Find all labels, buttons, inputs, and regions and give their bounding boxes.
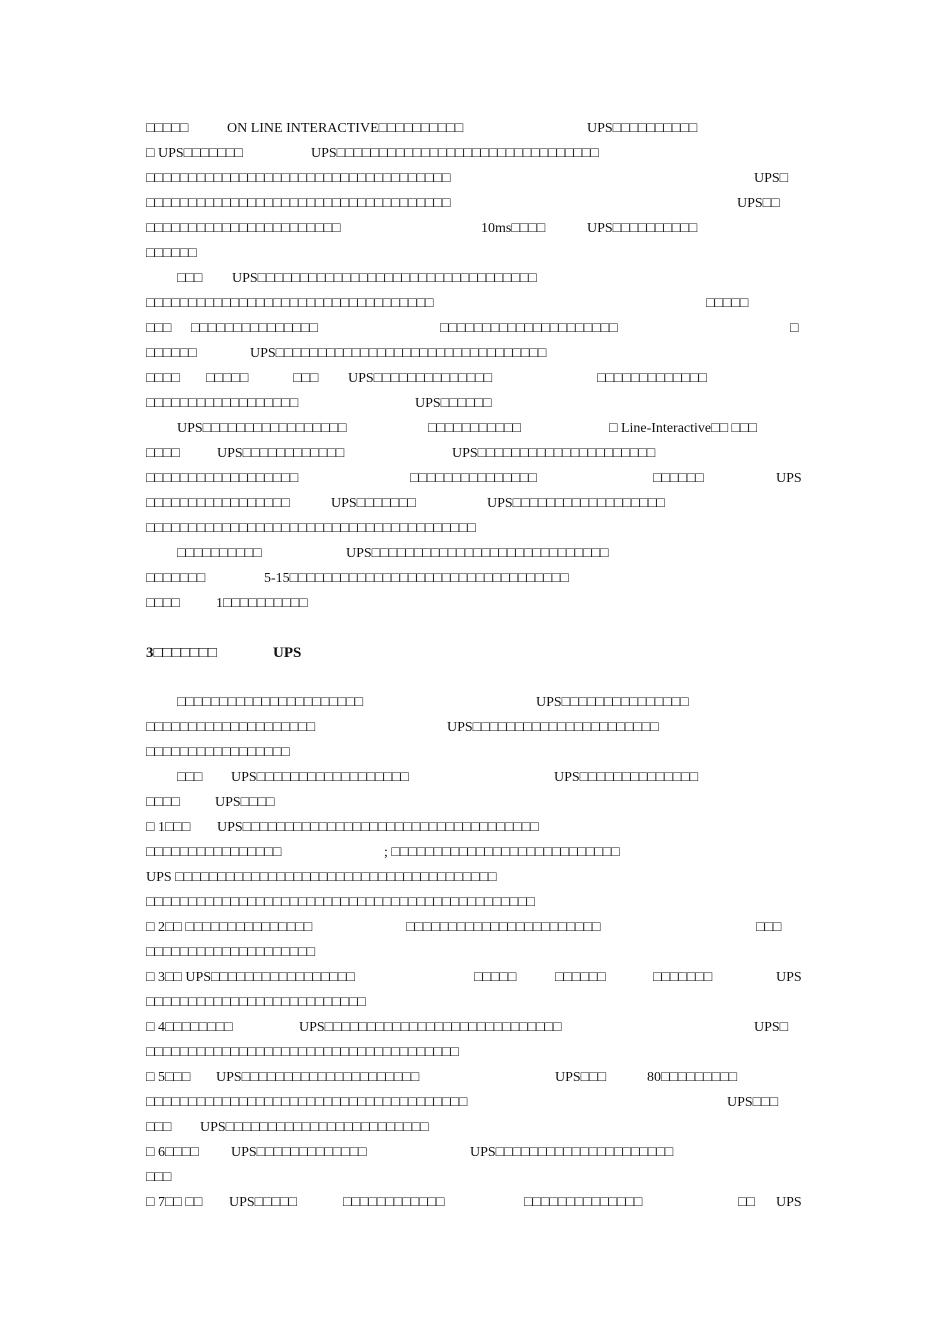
text-segment: □□□□□□□□□□□□□□□□□□□□□□□□□□□□□□□□□□□□	[146, 171, 451, 186]
text-segment: UPS□□□□□□□□□□□□□□□□□□□□□	[216, 1070, 420, 1085]
text-segment: □□□	[177, 271, 203, 286]
text-segment: □□□□□	[206, 371, 249, 386]
text-segment: UPS□□□□□□□□□□□□□□□□□□	[487, 496, 665, 511]
text-segment: UPS□□□□□□□□□□□□□□□□□□□□□	[452, 446, 656, 461]
text-segment: UPS	[776, 471, 802, 486]
text-segment: □□□□□□□□□□□□□□□□□□□□□□□	[146, 221, 341, 236]
text-segment: □□□□□□	[555, 970, 606, 985]
text-segment: UPS	[776, 1195, 802, 1210]
text-segment: UPS□□□□□□□□□□□□□□□□□□□□□□□□□□□□□□□	[311, 146, 599, 161]
text-segment: □□□□□□□□□□□□□□□□□□□□□□	[177, 695, 364, 710]
text-segment: □□□□□□□□□□□□□	[597, 371, 707, 386]
text-segment: □□□□	[146, 371, 180, 386]
text-segment: □□□□□□□	[653, 970, 713, 985]
text-segment: □□□□□□□□□□□□□□□□□□□□□	[440, 321, 618, 336]
text-segment: □□□□□□□□□□□□□□	[524, 1195, 643, 1210]
text-segment: ON LINE INTERACTIVE□□□□□□□□□□	[227, 121, 464, 136]
text-segment: UPS□□□□	[215, 795, 275, 810]
text-segment: UPS□□□□□□□□□□□□□□□□□□□□□□□□□□□□□□□□□	[232, 271, 537, 286]
text-segment: □□□□□□□□□□□□□□□□	[146, 845, 282, 860]
text-segment: □□□	[293, 371, 319, 386]
text-segment: 10ms□□□□	[481, 221, 546, 236]
text-segment: □□□□	[146, 795, 180, 810]
text-segment: UPS□□□□□□□□□□□□□□□□□□□□□□□□	[200, 1120, 429, 1135]
text-segment: 5-15□□□□□□□□□□□□□□□□□□□□□□□□□□□□□□□□□	[264, 571, 569, 586]
text-segment: UPS□□□	[727, 1095, 779, 1110]
text-segment: □□□□□□□	[146, 571, 206, 586]
text-segment: □□□□□	[146, 121, 189, 136]
text-segment: □□□	[146, 321, 172, 336]
text-segment: UPS□□□	[555, 1070, 607, 1085]
text-segment: UPS □□□□□□□□□□□□□□□□□□□□□□□□□□□□□□□□□□□□□□	[146, 870, 497, 885]
text-segment: □□□	[146, 1170, 172, 1185]
text-segment: □□□□□□	[653, 471, 704, 486]
text-segment: UPS□□□□□□□	[331, 496, 416, 511]
text-segment: UPS□□□□□□□□□□□□□□□□□□□□□□□□□□□□□□□□□□□	[217, 820, 539, 835]
text-segment: □ Line-Interactive□□ □□□	[609, 421, 757, 436]
text-segment: □ 5□□□	[146, 1070, 191, 1085]
text-segment: □□□□□□□□□□□□□□□□□□□□□□□□□□□□□□□□□□□□	[146, 196, 451, 211]
text-segment: □□□□□□□□□□	[177, 546, 262, 561]
text-segment: □□□□□□□□□□□□□□□	[191, 321, 318, 336]
text-segment: □ 6□□□□	[146, 1145, 199, 1160]
text-segment: □□□□□□□□□□□□□□□□□□□□□□□□□□	[146, 995, 366, 1010]
text-segment: UPS□□□□□□□□□□□□□□□□□□□□□□□□□□□□□□□□	[250, 346, 547, 361]
text-segment: □□□□□□□□□□□□□□□□□□□□□□□	[406, 920, 601, 935]
text-segment: □□□□□□□□□□□□□□□□□	[146, 496, 290, 511]
text-segment: □ UPS□□□□□□□	[146, 146, 243, 161]
text-segment: □□□	[146, 1120, 172, 1135]
text-segment: 3□□□□□□□	[146, 645, 217, 661]
text-segment: UPS□□□□□□□□□□□□□□□□□□□□□□□□□□□□	[346, 546, 609, 561]
text-segment: □□□□□□□□□□□	[428, 421, 522, 436]
text-segment: UPS□□□□□□□□□□□□□□□□□	[177, 421, 347, 436]
text-segment: UPS□□□□□□□□□□□□□□□□□□□□□□□□□□□□	[299, 1020, 562, 1035]
text-segment: UPS□□□□□□□□□□	[587, 221, 698, 236]
text-segment: □□□	[756, 920, 782, 935]
text-segment: UPS□□□□□□□□□□□□□□□□□□	[231, 770, 409, 785]
text-segment: □ 3□□ UPS□□□□□□□□□□□□□□□□□	[146, 970, 355, 985]
text-segment: □□□□□	[706, 296, 749, 311]
text-segment: UPS□	[754, 171, 789, 186]
text-segment: UPS	[776, 970, 802, 985]
text-line	[0, 1195, 950, 1323]
text-segment: □□□□□□	[146, 246, 197, 261]
text-segment: 1□□□□□□□□□□	[216, 596, 308, 611]
text-segment: □□□	[177, 770, 203, 785]
text-segment: UPS□□□□□□□□□□□□□□□□□□□□□	[470, 1145, 674, 1160]
text-segment: UPS□□□□□	[229, 1195, 297, 1210]
text-segment: UPS□□□□□□□□□□□□□□	[554, 770, 699, 785]
text-segment: □ 1□□□	[146, 820, 191, 835]
text-segment: □	[790, 321, 799, 336]
text-segment: □□□□□□□□□□□□□□□□□□□□	[146, 945, 316, 960]
text-segment: □□□□□□□□□□□□□□□□□□□□	[146, 720, 316, 735]
text-segment: UPS□□□□□□□□□□□□□□□□□□□□□□	[447, 720, 659, 735]
text-segment: □□□□□□□□□□□□□□□□□□□□□□□□□□□□□□□□□□□□□□□□□□□□□□	[146, 895, 535, 910]
text-segment: UPS	[273, 645, 302, 661]
text-segment: □ 4□□□□□□□□	[146, 1020, 233, 1035]
text-segment: □□□□□□□□□□□□□□□□□□	[146, 471, 299, 486]
text-segment: □□□□□	[474, 970, 517, 985]
text-segment: □□□□	[146, 446, 180, 461]
text-segment: □□□□□□□□□□□□□□□□□	[146, 745, 290, 760]
text-segment: □□□□□□□□□□□□□□□□□□	[146, 396, 299, 411]
text-segment: UPS□□□□□□□□□□	[587, 121, 698, 136]
text-segment: □ 2□□ □□□□□□□□□□□□□□□	[146, 920, 313, 935]
text-segment: UPS□□	[737, 196, 780, 211]
text-segment: □□□□□□□□□□□□□□□□□□□□□□□□□□□□□□□□□□□□□	[146, 1045, 459, 1060]
text-segment: UPS□□□□□□□□□□□□□□□	[536, 695, 689, 710]
text-segment: 80□□□□□□□□□	[647, 1070, 738, 1085]
text-segment: □□□□□□□□□□□□□□□□□□□□□□□□□□□□□□□□□□	[146, 296, 434, 311]
text-segment: □□	[738, 1195, 755, 1210]
text-segment: UPS□□□□□□□□□□□□□□	[348, 371, 493, 386]
text-segment: ; □□□□□□□□□□□□□□□□□□□□□□□□□□□	[384, 845, 620, 860]
text-segment: UPS□□□□□□□□□□□□□	[231, 1145, 367, 1160]
text-segment: UPS□□□□□□□□□□□□	[217, 446, 345, 461]
text-segment: □ 7□□ □□	[146, 1195, 203, 1210]
text-segment: □□□□□□□□□□□□	[343, 1195, 445, 1210]
text-segment: UPS□	[754, 1020, 789, 1035]
text-segment: UPS□□□□□□	[415, 396, 492, 411]
text-segment: □□□□□□□□□□□□□□□□□□□□□□□□□□□□□□□□□□□□□□	[146, 1095, 468, 1110]
text-segment: □□□□□□□□□□□□□□□	[410, 471, 537, 486]
text-segment: □□□□	[146, 596, 180, 611]
text-segment: □□□□□□□□□□□□□□□□□□□□□□□□□□□□□□□□□□□□□□□	[146, 521, 476, 536]
text-segment: □□□□□□	[146, 346, 197, 361]
